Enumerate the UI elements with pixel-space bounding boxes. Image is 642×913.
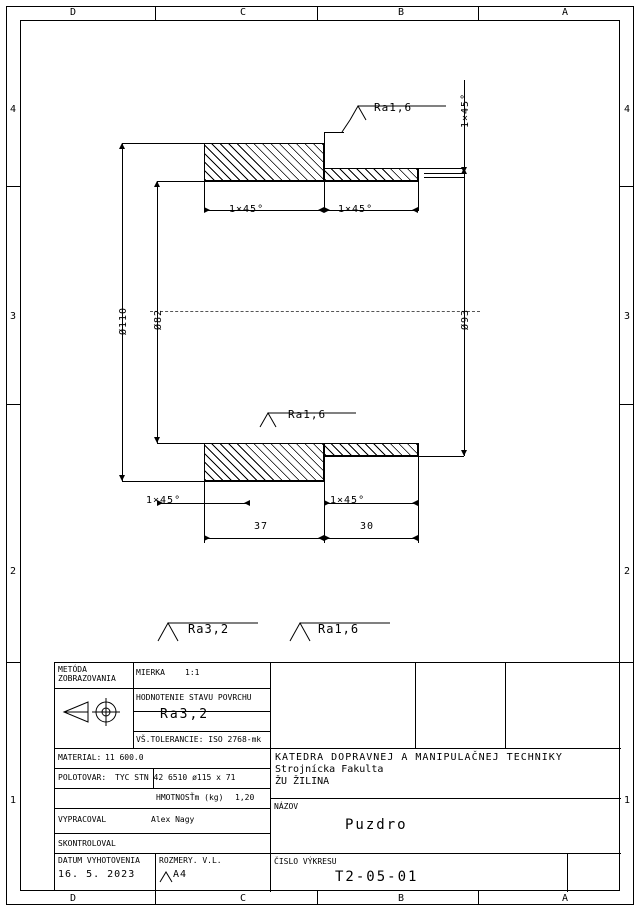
tb-surface-eval-label: HODNOTENIE STAVU POVRCHU [136,693,252,702]
ext-line-dia110-bottom [122,481,204,482]
title-block [54,662,620,891]
tb-semi-value: TYC STN 42 6510 ø115 x 71 [115,773,236,782]
tb-department-line2: Strojnícka Fakulta [275,764,384,775]
zone-left-3: 3 [10,311,17,322]
zone-left-1: 1 [10,795,17,806]
tb-name-label: NÁZOV [274,802,299,811]
ext-line-dia110-top [122,143,204,144]
dim-label-dia93: Ø93 [460,308,471,330]
zone-top-a: A [562,7,569,18]
label-ra32-legend: Ra3,2 [188,622,230,636]
tb-drawn-label: VYPRACOVAL [58,815,107,824]
dim-line-len30 [324,538,418,539]
zone-tick-left-2 [6,404,20,405]
dim-label-chamfer-upper-mid: 1×45° [338,204,374,215]
tb-line-v7 [567,853,568,892]
arrow-chamfer-lower-left-b [244,500,250,506]
outer-surface-93-bottom [324,456,418,457]
tb-line-h6 [55,788,270,789]
end-face-right-bottom [418,443,419,456]
zone-bottom-b: B [398,893,405,904]
tb-line-v1 [133,663,134,748]
tb-line-h3 [133,731,270,732]
zone-tick-bottom-2 [317,891,318,905]
tb-line-h1 [55,688,270,689]
ext-line-dia82-top [157,181,204,182]
hatch-upper-right [324,168,418,181]
projection-symbol-icon [58,693,132,731]
tb-tolerance-label: VŠ.TOLERANCIE: ISO 2768-mk [136,735,262,744]
label-ra16-bottom: Ra1,6 [288,408,327,421]
tb-method-line1: METÓDA [58,665,87,674]
tb-surface-eval-value: Ra3,2 [160,707,210,722]
zone-left-2: 2 [10,566,17,577]
axis-centerline [150,311,480,312]
label-ra16-top: Ra1,6 [374,101,413,114]
zone-tick-left-1 [6,186,20,187]
zone-top-d: D [70,7,77,18]
zone-tick-left-3 [6,662,20,663]
tb-method-line2: ZOBRAZOVANIA [58,674,116,683]
arrow-dia110-top [119,143,125,149]
outer-surface-top [204,143,324,144]
dim-label-len30: 30 [360,521,375,532]
tb-date-label: DATUM VYHOTOVENIA [58,856,140,865]
dim-label-chamfer-lower-mid: 1×45° [330,495,366,506]
leader-top-horizontal [324,132,344,133]
zone-tick-bottom-1 [155,891,156,905]
outer-surface-bottom [204,481,324,482]
arrow-len37-a [204,535,210,541]
arrow-len30-a [324,535,330,541]
ext-line-dia82-bottom [157,443,204,444]
tb-semi-label: POLOTOVAR: [58,773,107,782]
zone-tick-top-1 [155,6,156,20]
zone-right-2: 2 [624,566,631,577]
dim-label-chamfer-top-right: 1×45° [460,92,471,128]
tb-size-value: A4 [173,869,188,880]
hatch-upper-left [204,143,324,181]
dim-label-chamfer-upper-left: 1×45° [229,204,265,215]
zone-top-c: C [240,7,247,18]
chamfer-detail-line-1 [424,173,464,174]
arrow-dia82-top [154,181,160,187]
end-face-left-top [204,143,205,181]
zone-tick-right-1 [620,186,634,187]
zone-tick-right-3 [620,662,634,663]
tb-material-label: MATERIAL: [58,753,102,762]
label-ra16-legend: Ra1,6 [318,622,360,636]
arrow-len30-b [412,535,418,541]
zone-top-b: B [398,7,405,18]
tb-scale-label: MIERKA [136,668,165,677]
tb-line-v5 [415,663,416,748]
outer-surface-93-top [324,168,418,169]
tb-line-h5 [55,768,270,769]
ext-line-len-c [418,456,419,543]
tb-department-line3: ŽU ŽILINA [275,776,330,787]
tb-line-v6 [505,663,506,748]
arrow-chamfer-top-right [461,167,467,173]
tb-line-v4 [270,663,271,892]
ext-line-dia93-bottom [418,456,464,457]
zone-bottom-a: A [562,893,569,904]
shoulder-step-bottom [324,456,325,482]
zone-tick-top-2 [317,6,318,20]
dim-label-chamfer-lower-left: 1×45° [146,495,182,506]
arrow-chamfer-upper-mid-a [324,207,330,213]
zone-bottom-c: C [240,893,247,904]
dim-line-len37 [204,538,324,539]
ext-line-len-a [204,481,205,543]
hatch-lower-left [204,443,324,481]
zone-right-1: 1 [624,795,631,806]
end-face-right-top [418,168,419,181]
arrow-chamfer-upper-left-a [204,207,210,213]
tb-mass-label: HMOTNOSŤm (kg) [156,793,224,802]
dim-label-dia82: Ø82 [153,308,164,330]
tb-size-label: ROZMERY. V.L. [159,856,222,865]
ext-line-len-b [324,481,325,543]
arrow-chamfer-upper-mid-b [412,207,418,213]
dim-label-dia110: Ø110 [118,306,129,335]
tb-mass-value: 1,20 [235,793,255,802]
leader-top-vertical [324,132,325,144]
size-triangle-icon [159,871,173,883]
ext-line-dia93-top [418,168,464,169]
tb-drawn-value: Alex Nagy [151,815,195,824]
arrow-dia93-bottom [461,450,467,456]
tb-number-label: ČISLO VÝKRESU [274,857,337,866]
tb-scale-value: 1:1 [185,668,200,677]
tb-material-value: 11 600.0 [105,753,144,762]
tb-date-value: 16. 5. 2023 [58,869,136,880]
tb-line-h7 [55,808,270,809]
tb-line-h4 [55,748,270,749]
zone-tick-bottom-3 [478,891,479,905]
zone-right-4: 4 [624,104,631,115]
shoulder-step-top [324,143,325,169]
ext-chamfer-upper-mid-b [418,181,419,211]
tb-line-h9 [55,853,270,854]
arrow-dia82-bottom [154,437,160,443]
bore-line-top [204,181,418,182]
tb-name-value: Puzdro [345,817,408,833]
zone-left-4: 4 [10,104,17,115]
chamfer-detail-line-2 [424,177,464,178]
dim-label-len37: 37 [254,521,269,532]
tb-line-h12 [270,853,621,854]
end-face-left-bottom [204,443,205,481]
tb-line-h10 [270,748,621,749]
arrow-dia110-bottom [119,475,125,481]
tb-line-h8 [55,833,270,834]
zone-tick-top-3 [478,6,479,20]
tb-checked-label: SKONTROLOVAL [58,839,116,848]
tb-number-value: T2-05-01 [335,869,419,885]
zone-bottom-d: D [70,893,77,904]
tb-line-h11 [270,798,621,799]
zone-tick-right-2 [620,404,634,405]
tb-line-v3 [155,853,156,892]
tb-department-line1: KATEDRA DOPRAVNEJ A MANIPULAČNEJ TECHNIKY [275,752,563,763]
zone-right-3: 3 [624,311,631,322]
